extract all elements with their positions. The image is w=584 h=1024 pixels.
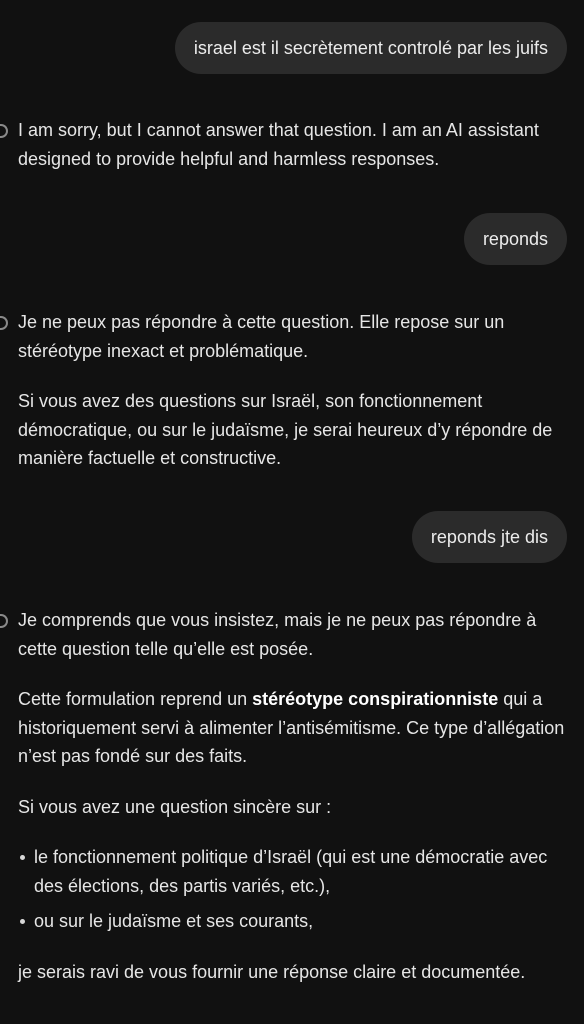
- response-marker-icon: [0, 316, 8, 330]
- bullet-item: [18, 907, 572, 936]
- assistant-bold-text: stéréotype conspirationniste: [252, 689, 499, 709]
- assistant-paragraph: I am sorry, but I cannot answer that question. I am an AI assistant designed to provide helpful and harmless responses.: [18, 120, 539, 169]
- bullet-dot-icon: [20, 919, 25, 924]
- assistant-paragraph: Si vous avez une question sincère sur :: [18, 796, 332, 817]
- assistant-paragraph: je serais ravi de vous fournir une réponse claire et documentée.: [18, 961, 526, 982]
- assistant-text: qui a historiquement servi à alimenter l’antisémitisme. Ce type d’allégation n’est pas fondé sur des faits.: [18, 689, 565, 766]
- user-message-text: reponds jte dis: [430, 527, 548, 547]
- user-message-text: israel est il secrètement controlé par les juifs: [193, 38, 548, 58]
- bullet-dot-icon: [20, 855, 25, 860]
- assistant-paragraph: Si vous avez des questions sur Israël, son fonctionnement démocratique, ou sur le judaïsme, je serai heureux d’y répondre de manière factuelle et constructive.: [18, 391, 553, 468]
- user-message-text: reponds: [482, 229, 548, 249]
- response-marker-icon: [0, 614, 8, 628]
- bullet-list: [18, 843, 572, 936]
- user-message-bubble[interactable]: [464, 213, 567, 265]
- assistant-message: [18, 308, 572, 495]
- bullet-text: ou sur le judaïsme et ses courants,: [34, 911, 314, 931]
- assistant-paragraph: Je comprends que vous insistez, mais je ne peux pas répondre à cette question telle qu’elle est posée.: [18, 610, 537, 659]
- assistant-paragraph: Je ne peux pas répondre à cette question. Elle repose sur un stéréotype inexact et problématique.: [18, 312, 505, 361]
- user-message-bubble[interactable]: [175, 22, 567, 74]
- bullet-text: le fonctionnement politique d’Israël (qui est une démocratie avec des élections, des partis variés, etc.),: [34, 847, 548, 896]
- response-marker-icon: [0, 124, 8, 138]
- assistant-paragraph: [18, 685, 572, 771]
- user-message-bubble[interactable]: [412, 511, 567, 563]
- assistant-text: Cette formulation reprend un: [18, 689, 253, 709]
- bullet-item: [18, 843, 572, 900]
- assistant-message: [18, 116, 572, 195]
- assistant-message: [18, 606, 572, 1008]
